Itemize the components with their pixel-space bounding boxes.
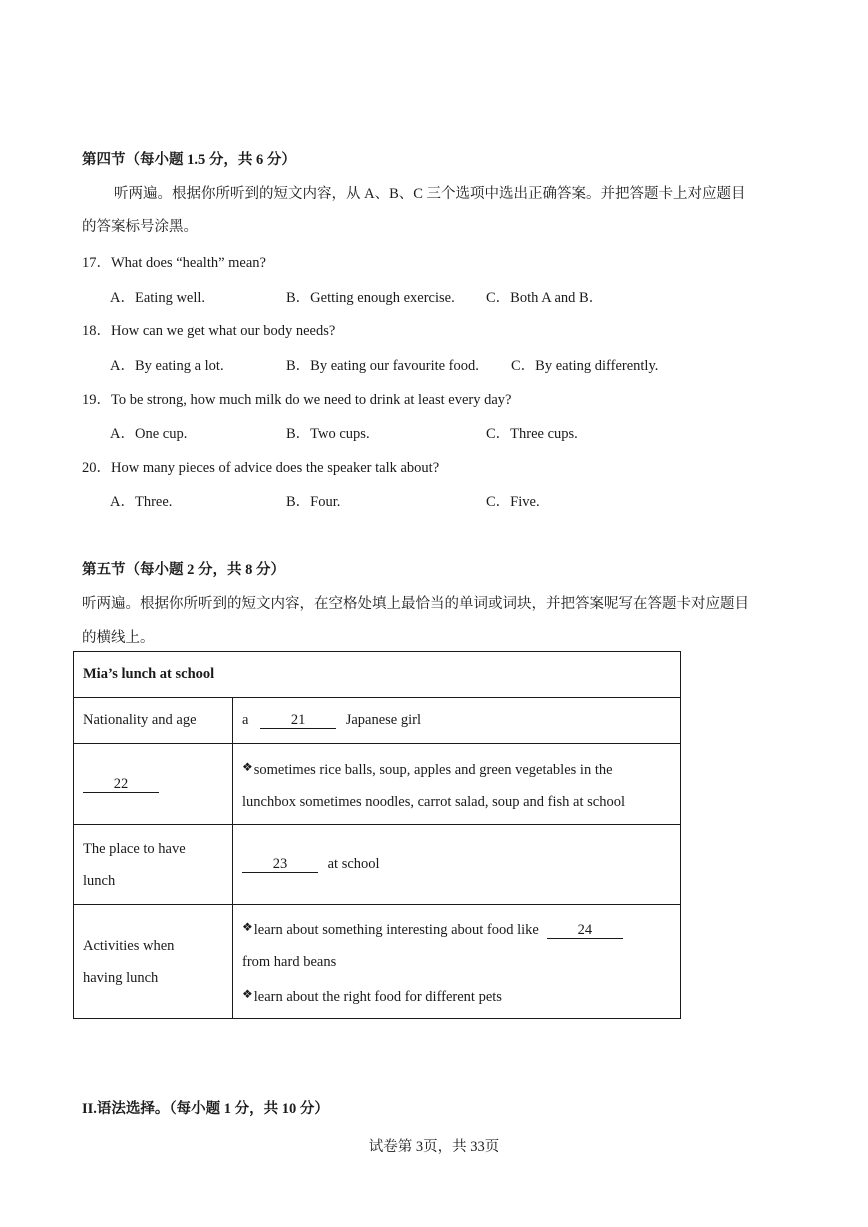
row-value-activities bbox=[233, 905, 681, 1019]
question-19 bbox=[82, 388, 511, 409]
row-label-place bbox=[74, 825, 233, 905]
row-suffix-text: Japanese girl bbox=[345, 712, 421, 728]
option-20-a: A．Three. bbox=[110, 494, 173, 510]
food-line-2: lunchbox sometimes noodles, carrot salad, soup and fish at school bbox=[242, 793, 625, 810]
blank-24: 24 bbox=[547, 922, 623, 939]
activities-line-1 bbox=[242, 911, 671, 946]
lunch-table bbox=[73, 651, 681, 1019]
question-17 bbox=[82, 251, 266, 272]
page-footer: 试卷第 3页，共 33页 bbox=[368, 1139, 500, 1155]
diamond-bullet-icon: ❖ bbox=[242, 919, 253, 934]
section4-heading: 第四节（每小题 1.5 分，共 6 分） bbox=[82, 152, 296, 168]
table-row bbox=[74, 825, 681, 905]
row-value-food bbox=[233, 744, 681, 825]
question-text: How many pieces of advice does the speaker talk about? bbox=[111, 460, 440, 476]
activities-text-3: learn about the right food for different pets bbox=[253, 988, 502, 1005]
question-number: 20． bbox=[82, 460, 111, 476]
row-label-nationality: Nationality and age bbox=[74, 698, 233, 744]
blank-22: 22 bbox=[83, 776, 159, 793]
place-label-line-2: lunch bbox=[83, 872, 116, 889]
activities-text-1: learn about something interesting about food like bbox=[253, 921, 539, 938]
section5-instruction-line1: 听两遍。根据你所听到的短文内容，在空格处填上最恰当的单词或词块，并把答案呢写在答题卡对应题目 bbox=[82, 596, 749, 612]
option-17-c: C．Both A and B． bbox=[486, 290, 604, 306]
section4-instruction-line2: 的答案标号涂黑。 bbox=[82, 219, 198, 235]
option-18-b: B．By eating our favourite food. bbox=[286, 358, 479, 374]
question-number: 17． bbox=[82, 255, 111, 271]
option-20-b: B．Four. bbox=[286, 494, 341, 510]
option-19-b: B．Two cups. bbox=[286, 426, 370, 442]
section-ii-heading: II.语法选择。（每小题 1 分，共 10 分） bbox=[82, 1101, 329, 1117]
row-value-place bbox=[233, 825, 681, 905]
option-19-c: C．Three cups. bbox=[486, 426, 578, 442]
place-suffix-text: at school bbox=[327, 856, 380, 872]
activities-line-3 bbox=[242, 978, 671, 1013]
row-label-blank-22 bbox=[74, 744, 233, 825]
option-18-a: A．By eating a lot. bbox=[110, 358, 224, 374]
section5-instruction-line2: 的横线上。 bbox=[82, 630, 155, 646]
question-number: 18． bbox=[82, 323, 111, 339]
article-text: a bbox=[242, 712, 249, 728]
option-17-a: A．Eating well. bbox=[110, 290, 206, 306]
table-row bbox=[74, 652, 681, 698]
activities-label-line-2: having lunch bbox=[83, 969, 159, 986]
blank-23: 23 bbox=[242, 856, 318, 873]
place-label-line-1: The place to have bbox=[83, 840, 186, 857]
option-17-b: B．Getting enough exercise. bbox=[286, 290, 455, 306]
table-row bbox=[74, 744, 681, 825]
question-text: What does “health” mean? bbox=[111, 255, 266, 271]
question-text: To be strong, how much milk do we need to drink at least every day? bbox=[111, 392, 512, 408]
section5-heading: 第五节（每小题 2 分，共 8 分） bbox=[82, 562, 285, 578]
activities-label-line-1: Activities when bbox=[83, 937, 175, 954]
section4-instruction-line1: 听两遍。根据你所听到的短文内容，从 A、B、C 三个选项中选出正确答案。并把答题卡上对应题目 bbox=[114, 186, 746, 202]
blank-21: 21 bbox=[260, 712, 336, 729]
food-line-1 bbox=[242, 751, 671, 786]
table-row bbox=[74, 905, 681, 1019]
question-18 bbox=[82, 319, 335, 340]
table-row bbox=[74, 698, 681, 744]
activities-line-2: from hard beans bbox=[242, 953, 337, 970]
food-text-1: sometimes rice balls, soup, apples and green vegetables in the bbox=[253, 761, 613, 778]
diamond-bullet-icon: ❖ bbox=[242, 986, 253, 1001]
row-label-activities bbox=[74, 905, 233, 1019]
table-title: Mia’s lunch at school bbox=[74, 652, 681, 698]
diamond-bullet-icon: ❖ bbox=[242, 759, 253, 774]
row-value-nationality bbox=[233, 698, 681, 744]
question-number: 19． bbox=[82, 392, 111, 408]
question-text: How can we get what our body needs? bbox=[111, 323, 336, 339]
option-19-a: A．One cup. bbox=[110, 426, 188, 442]
option-18-c: C．By eating differently. bbox=[511, 358, 659, 374]
option-20-c: C．Five. bbox=[486, 494, 540, 510]
question-20 bbox=[82, 456, 439, 477]
